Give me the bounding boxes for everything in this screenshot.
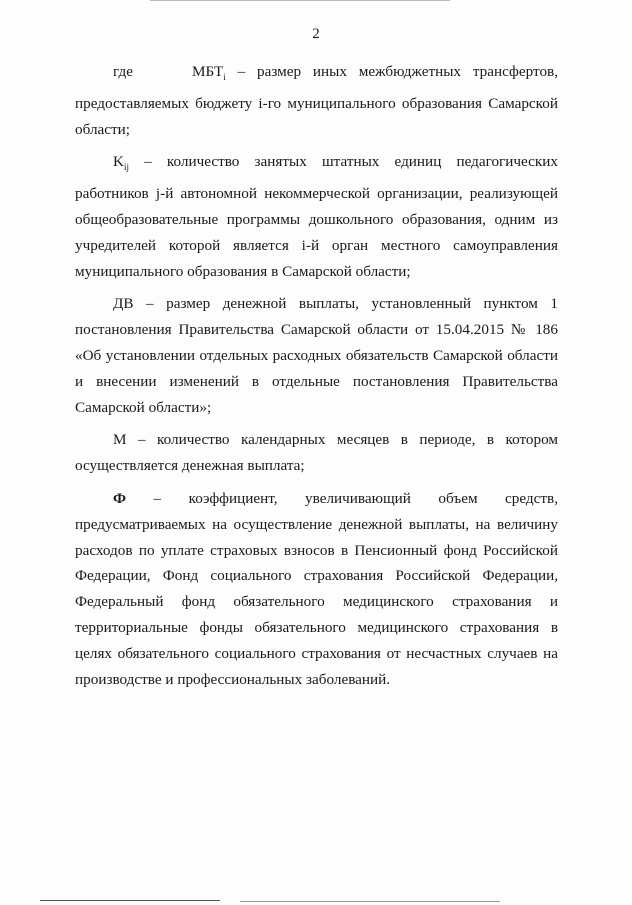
symbol-f: Ф	[113, 490, 127, 508]
symbol-mbt-subscript: i	[223, 72, 226, 83]
paragraph-mbt	[75, 59, 558, 142]
definition-kij: – количество занятых штатных единиц педагогических работников j-й автономной некоммерческой организации, реализующей общеобразовательные программы дошкольного образования, одним из учредителей которой является i-й орган местного самоуправления муниципального образования в Самарской области;	[75, 153, 558, 280]
symbol-k: K	[113, 153, 124, 171]
definition-dv: – размер денежной выплаты, установленный пунктом 1 постановления Правительства Самарской области от 15.04.2015 № 186 «Об установлении отдельных расходных обязательств Самарской области и внесении изменений в отдельные постановления Правительства Самарской области»;	[75, 295, 558, 416]
symbol-mbt: МБТ	[191, 63, 224, 80]
definition-f: – коэффициент, увеличивающий объем средств, предусматриваемых на осуществление денежной выплаты, на величину расходов по уплате страховых взносов в Пенсионный фонд Российской Федерации, Фонд социального страхования Российской Федерации, Федеральный фонд обязательного медицинского страхования и территориальные фонды обязательного медицинского страхования в целях обязательного социального страхования от несчастных случаев на производстве и профессиональных заболеваний.	[75, 490, 558, 688]
page-number: 2	[312, 26, 320, 42]
word-where: где	[113, 63, 133, 80]
scan-edge-mark	[150, 0, 450, 1]
definition-mbt: – размер иных межбюджетных трансфертов, предоставляемых бюджету i-го муниципального образования Самарской области;	[75, 63, 559, 138]
paragraph-f	[75, 486, 558, 692]
paragraph-m	[75, 427, 558, 479]
scan-edge-mark	[40, 900, 220, 901]
paragraph-kij	[75, 149, 558, 284]
paragraph-dv	[75, 291, 558, 420]
document-body	[75, 59, 558, 692]
symbol-dv: ДВ	[113, 295, 134, 313]
scan-edge-mark	[240, 901, 500, 902]
symbol-k-subscript: ij	[123, 162, 129, 173]
definition-m: – количество календарных месяцев в периоде, в котором осуществляется денежная выплата;	[75, 431, 559, 475]
symbol-m: М	[113, 431, 127, 449]
